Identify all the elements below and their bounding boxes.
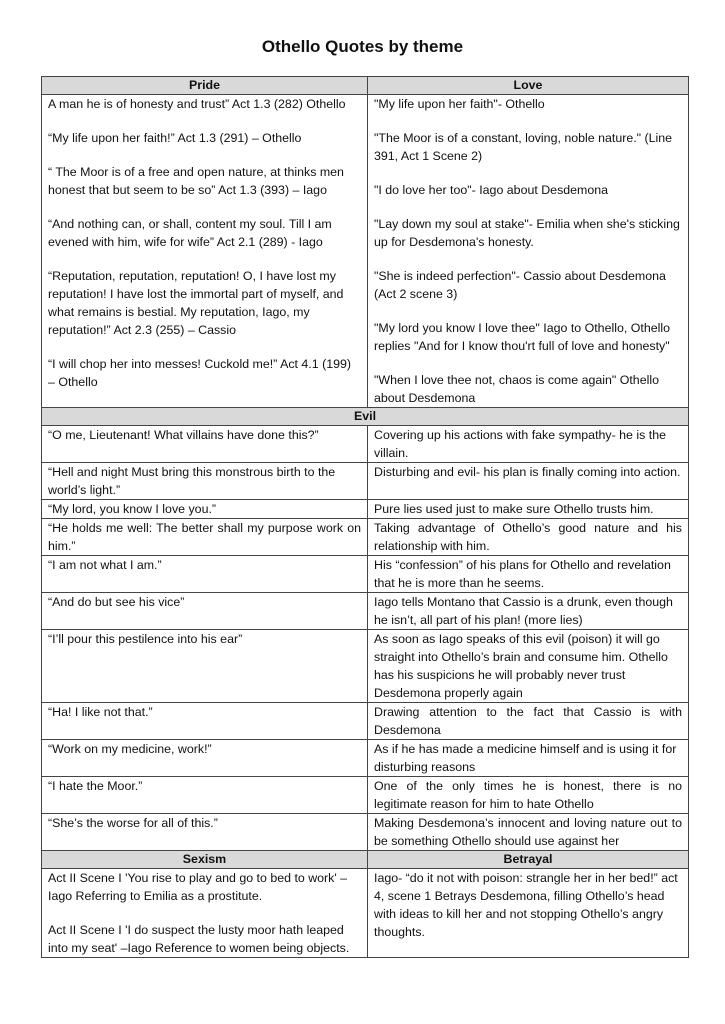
evil-quote: “She’s the worse for all of this.” (42, 814, 368, 851)
page-title: Othello Quotes by theme (261, 37, 464, 56)
pride-quote: “And nothing can, or shall, content my soul. Till I am evened with him, wife for wife” Act 2.1 (289) - Iago (48, 217, 332, 249)
love-quote: "The Moor is of a constant, loving, noble nature." (Line 391, Act 1 Scene 2) (374, 131, 673, 163)
evil-note: One of the only times he is honest, there is no legitimate reason for him to hate Othello (368, 777, 689, 814)
evil-row (42, 519, 689, 556)
evil-note: Making Desdemona’s innocent and loving nature out to be something Othello should use against her (368, 814, 689, 851)
evil-note: Iago tells Montano that Cassio is a drunk, even though he isn’t, all part of his plan! (more lies) (368, 593, 689, 630)
love-quote: "When I love thee not, chaos is come again" Othello about Desdemona (374, 373, 659, 405)
evil-row (42, 777, 689, 814)
pride-header: Pride (42, 77, 368, 95)
pride-love-row (42, 95, 689, 408)
evil-note: As soon as Iago speaks of this evil (poison) it will go straight into Othello’s brain and consume him. Othello has his suspicions he will probably never trust Desdemona properly again (368, 630, 689, 703)
evil-note: Drawing attention to the fact that Cassio is with Desdemona (368, 703, 689, 740)
evil-quote: “Hell and night Must bring this monstrous birth to the world’s light.” (42, 463, 368, 500)
pride-quote: “I will chop her into messes! Cuckold me!” Act 4.1 (199) – Othello (48, 357, 352, 389)
love-header: Love (368, 77, 689, 95)
evil-header-row (42, 408, 689, 426)
pride-quote: “My life upon her faith!” Act 1.3 (291) – Othello (48, 131, 302, 145)
evil-quote: “Ha! I like not that.” (42, 703, 368, 740)
evil-note: Covering up his actions with fake sympathy- he is the villain. (368, 426, 689, 463)
evil-note: Pure lies used just to make sure Othello trusts him. (368, 500, 689, 519)
sexism-quote: Act II Scene I 'I do suspect the lusty moor hath leaped into my seat' –Iago Reference to women being objects. (48, 923, 350, 955)
sexism-betrayal-row (42, 869, 689, 958)
evil-row (42, 593, 689, 630)
evil-quote: “I hate the Moor.” (42, 777, 368, 814)
sexism-cell (42, 869, 368, 958)
betrayal-header: Betrayal (368, 851, 689, 869)
evil-quote: “I’ll pour this pestilence into his ear” (42, 630, 368, 703)
pride-quote: “ The Moor is of a free and open nature, at thinks men honest that but seem to be so” Act 1.3 (393) – Iago (48, 165, 344, 197)
pride-quote: “Reputation, reputation, reputation! O, I have lost my reputation! I have lost the immortal part of myself, and what remains is bestial. My reputation, Iago, my reputation!” Act 2.3 (255) – Cassio (48, 269, 344, 337)
evil-note: As if he has made a medicine himself and is using it for disturbing reasons (368, 740, 689, 777)
evil-header: Evil (42, 408, 689, 426)
evil-note: His “confession” of his plans for Othello and revelation that he is more than he seems. (368, 556, 689, 593)
love-quote: "She is indeed perfection"- Cassio about Desdemona (Act 2 scene 3) (374, 269, 666, 301)
love-cell (368, 95, 689, 408)
love-quote: "My lord you know I love thee" Iago to Othello, Othello replies "And for I know thou'rt full of love and honesty" (374, 321, 671, 353)
betrayal-quote: Iago- “do it not with poison: strangle her in her bed!” act 4, scene 1 Betrays Desdemona, filling Othello’s head with ideas to kill her and not stopping Othello’s angry thoughts. (374, 871, 678, 939)
evil-row (42, 556, 689, 593)
quotes-table (41, 76, 689, 958)
evil-quote: “He holds me well: The better shall my purpose work on him.” (42, 519, 368, 556)
evil-quote: “I am not what I am.” (42, 556, 368, 593)
pride-love-header-row (42, 77, 689, 95)
evil-quote: “O me, Lieutenant! What villains have done this?” (42, 426, 368, 463)
sexism-header: Sexism (42, 851, 368, 869)
love-quote: "My life upon her faith"- Othello (374, 97, 545, 111)
evil-quote: “Work on my medicine, work!” (42, 740, 368, 777)
evil-row (42, 426, 689, 463)
love-quote: "I do love her too"- Iago about Desdemona (374, 183, 609, 197)
sexism-betrayal-header-row (42, 851, 689, 869)
evil-row (42, 463, 689, 500)
evil-quote: “And do but see his vice” (42, 593, 368, 630)
betrayal-cell (368, 869, 689, 958)
evil-row (42, 630, 689, 703)
evil-row (42, 740, 689, 777)
evil-row (42, 703, 689, 740)
pride-quote: A man he is of honesty and trust” Act 1.3 (282) Othello (48, 97, 346, 111)
sexism-quote: Act II Scene I 'You rise to play and go to bed to work' –Iago Referring to Emilia as a prostitute. (48, 871, 348, 903)
evil-note: Taking advantage of Othello’s good nature and his relationship with him. (368, 519, 689, 556)
evil-row (42, 500, 689, 519)
evil-quote: “My lord, you know I love you.” (42, 500, 368, 519)
evil-row (42, 814, 689, 851)
pride-cell (42, 95, 368, 408)
love-quote: "Lay down my soul at stake"- Emilia when she's sticking up for Desdemona's honesty. (374, 217, 680, 249)
evil-note: Disturbing and evil- his plan is finally coming into action. (368, 463, 689, 500)
